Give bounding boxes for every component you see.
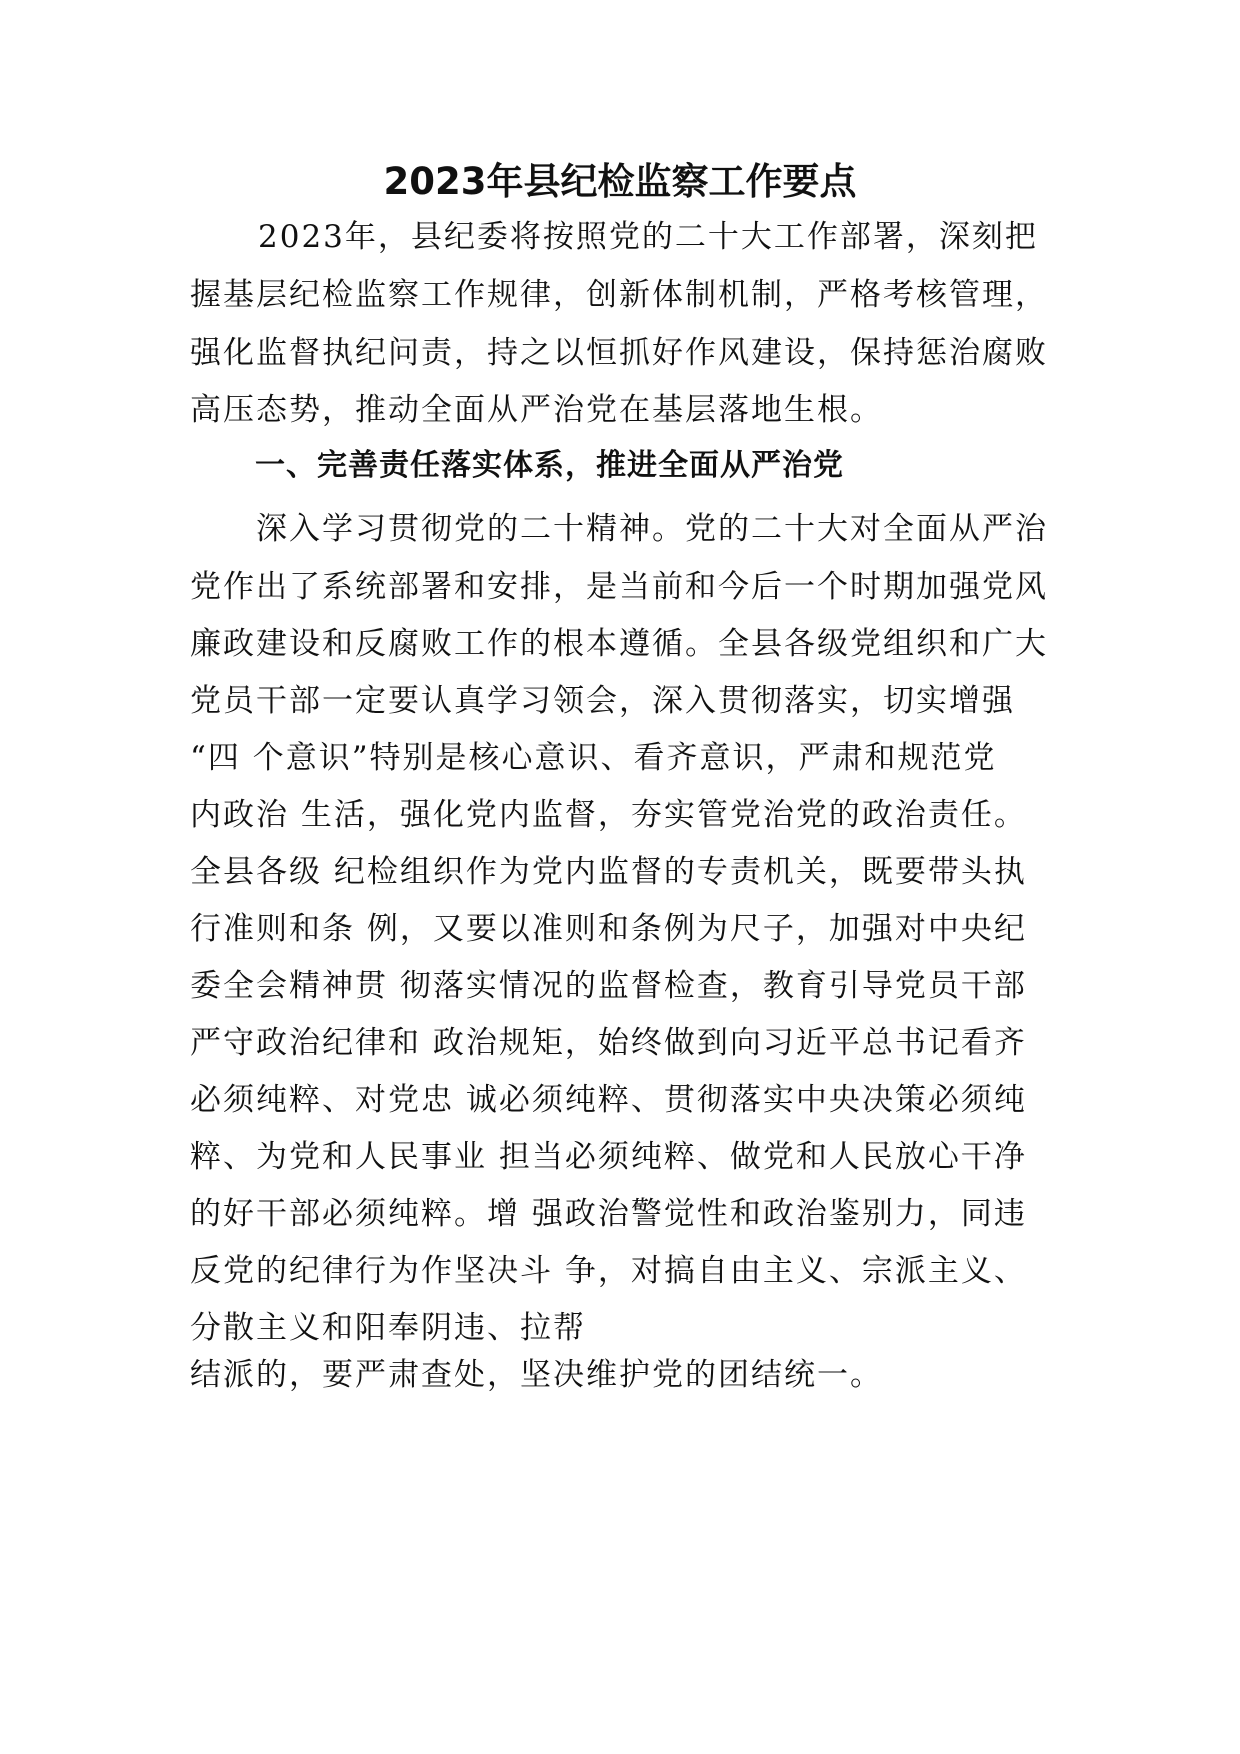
section-1-line-7: 全县各级 纪检组织作为党内监督的专责机关，既要带头执: [190, 854, 1027, 890]
section-1-line-14: 反党的纪律行为作坚决斗 争，对搞自由主义、宗派主义、: [190, 1253, 1027, 1289]
section-1-line-16: 结派的，要严肃查处，坚决维护党的团结统一。: [190, 1357, 883, 1393]
intro-line-1: 2023年，县纪委将按照党的二十大工作部署，深刻把: [258, 219, 1038, 255]
section-1-line-15: 分散主义和阳奉阴违、拉帮: [190, 1310, 586, 1346]
section-1-line-9: 委全会精神贯 彻落实情况的监督检查，教育引导党员干部: [190, 968, 1027, 1004]
section-1-line-10: 严守政治纪律和 政治规矩，始终做到向习近平总书记看齐: [190, 1025, 1027, 1061]
section-1-line-12: 粹、为党和人民事业 担当必须纯粹、做党和人民放心干净: [190, 1139, 1027, 1175]
section-1-line-1: 深入学习贯彻党的二十精神。党的二十大对全面从严治: [256, 511, 1048, 547]
intro-line-4: 高压态势，推动全面从严治党在基层落地生根。: [190, 392, 883, 428]
section-1-line-13: 的好干部必须纯粹。增 强政治警觉性和政治鉴别力，同违: [190, 1196, 1027, 1232]
section-1-line-5: “四 个意识”特别是核心意识、看齐意识，严肃和规范党: [190, 740, 997, 776]
section-1-line-8: 行准则和条 例，又要以准则和条例为尺子，加强对中央纪: [190, 911, 1027, 947]
section-1-heading: 一、完善责任落实体系，推进全面从严治党: [255, 448, 844, 483]
section-1-line-2: 党作出了系统部署和安排，是当前和今后一个时期加强党风: [190, 569, 1048, 605]
section-1-line-11: 必须纯粹、对党忠 诚必须纯粹、贯彻落实中央决策必须纯: [190, 1082, 1027, 1118]
document-title: 2023年县纪检监察工作要点: [383, 160, 857, 203]
section-1-line-4: 党员干部一定要认真学习领会，深入贯彻落实，切实增强: [190, 683, 1015, 719]
intro-line-3: 强化监督执纪问责，持之以恒抓好作风建设，保持惩治腐败: [190, 335, 1048, 371]
section-1-line-6: 内政治 生活，强化党内监督，夯实管党治党的政治责任。: [190, 797, 1027, 833]
intro-line-2: 握基层纪检监察工作规律，创新体制机制，严格考核管理，: [190, 277, 1048, 313]
section-1-line-3: 廉政建设和反腐败工作的根本遵循。全县各级党组织和广大: [190, 626, 1048, 662]
